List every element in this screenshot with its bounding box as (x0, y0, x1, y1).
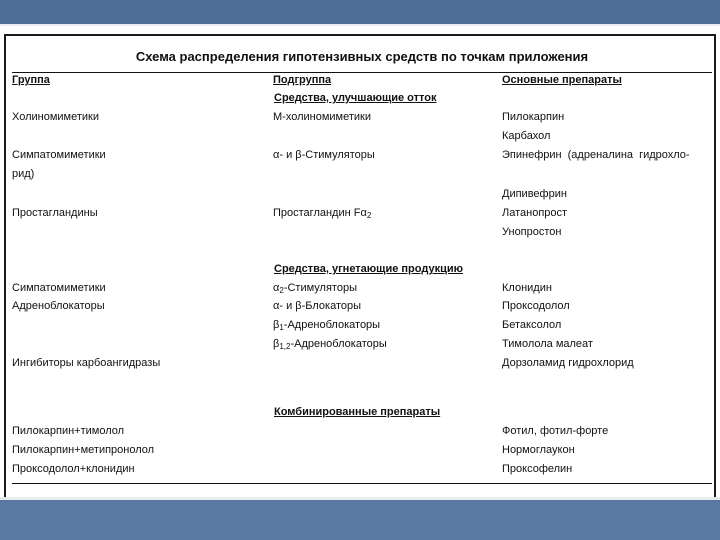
bottom-band (0, 500, 720, 540)
subgroup-beta12-blockers: $\beta_{1,2}$-Адреноблокаторы (273, 338, 387, 351)
section-production: Средства, угнетающие продукцию (274, 263, 463, 275)
drug-clonidine: Клонидин (502, 282, 552, 294)
combo-pilocarpine-timolol: Пилокарпин+тимолол (12, 425, 125, 437)
subgroup-beta1-blockers: $\beta_1$-Адреноблокаторы (273, 319, 381, 332)
page-title: Схема распределения гипотензивных средств по точкам приложения (135, 49, 589, 64)
drug-fotil: Фотил, фотил-форте (502, 425, 609, 437)
top-band (0, 0, 720, 26)
drug-normoglaucon: Нормоглаукон (502, 444, 575, 456)
drug-timolol: Тимолола малеат (502, 338, 593, 350)
group-sympathomimetics-2: Симпатомиметики (12, 282, 106, 294)
group-prostaglandins: Простагландины (12, 207, 98, 219)
group-carbonic-anhydrase-inhibitors: Ингибиторы карбоангидразы (12, 357, 161, 369)
subgroup-prostaglandin-f2a: Простагландин $F\alpha_2$ (273, 207, 372, 220)
header-drugs: Основные препараты (502, 74, 622, 86)
drug-dipivefrin: Дипивефрин (502, 188, 567, 200)
section-combined: Комбинированные препараты (274, 406, 441, 418)
subgroup-m-cholinomimetics: М-холиномиметики (273, 111, 371, 123)
group-adrenoblockers: Адреноблокаторы (12, 300, 105, 312)
drug-unoprostone: Унопростон (502, 226, 562, 238)
drug-carbachol: Карбахол (502, 130, 551, 142)
header-group: Группа (12, 74, 50, 86)
drug-proxodolol: Проксодолол (502, 300, 570, 312)
slide (0, 26, 720, 497)
drug-dorzolamide: Дорзоламид гидрохлорид (502, 357, 634, 369)
combo-pilocarpine-metipranolol: Пилокарпин+метипронолол (12, 444, 155, 456)
table-frame (4, 34, 716, 518)
drug-latanoprost: Латанопрост (502, 207, 568, 219)
drug-pilocarpine: Пилокарпин (502, 111, 565, 123)
subgroup-alpha-beta-stimulators: α- и β-Стимуляторы (273, 149, 375, 161)
title-rule (12, 72, 712, 73)
header-subgroup: Подгруппа (273, 74, 332, 86)
bottom-rule (12, 483, 712, 484)
group-sympathomimetics: Симпатомиметики (12, 149, 106, 161)
subgroup-alpha-beta-blockers: α- и β-Блокаторы (273, 300, 362, 312)
drug-betaxolol: Бетаксолол (502, 319, 562, 331)
drug-epinephrine: Эпинефрин (адреналина гидрохло- (502, 149, 690, 161)
combo-proxodolol-clonidine: Проксодолол+клонидин (12, 463, 135, 475)
drug-proxofelin: Проксофелин (502, 463, 573, 475)
group-cholinomimetics: Холиномиметики (12, 111, 100, 123)
section-outflow: Средства, улучшающие отток (274, 92, 437, 104)
subgroup-alpha2-stimulators: $\alpha_2$-Стимуляторы (273, 282, 357, 295)
group-sympathomimetics-cont: рид) (12, 168, 35, 180)
